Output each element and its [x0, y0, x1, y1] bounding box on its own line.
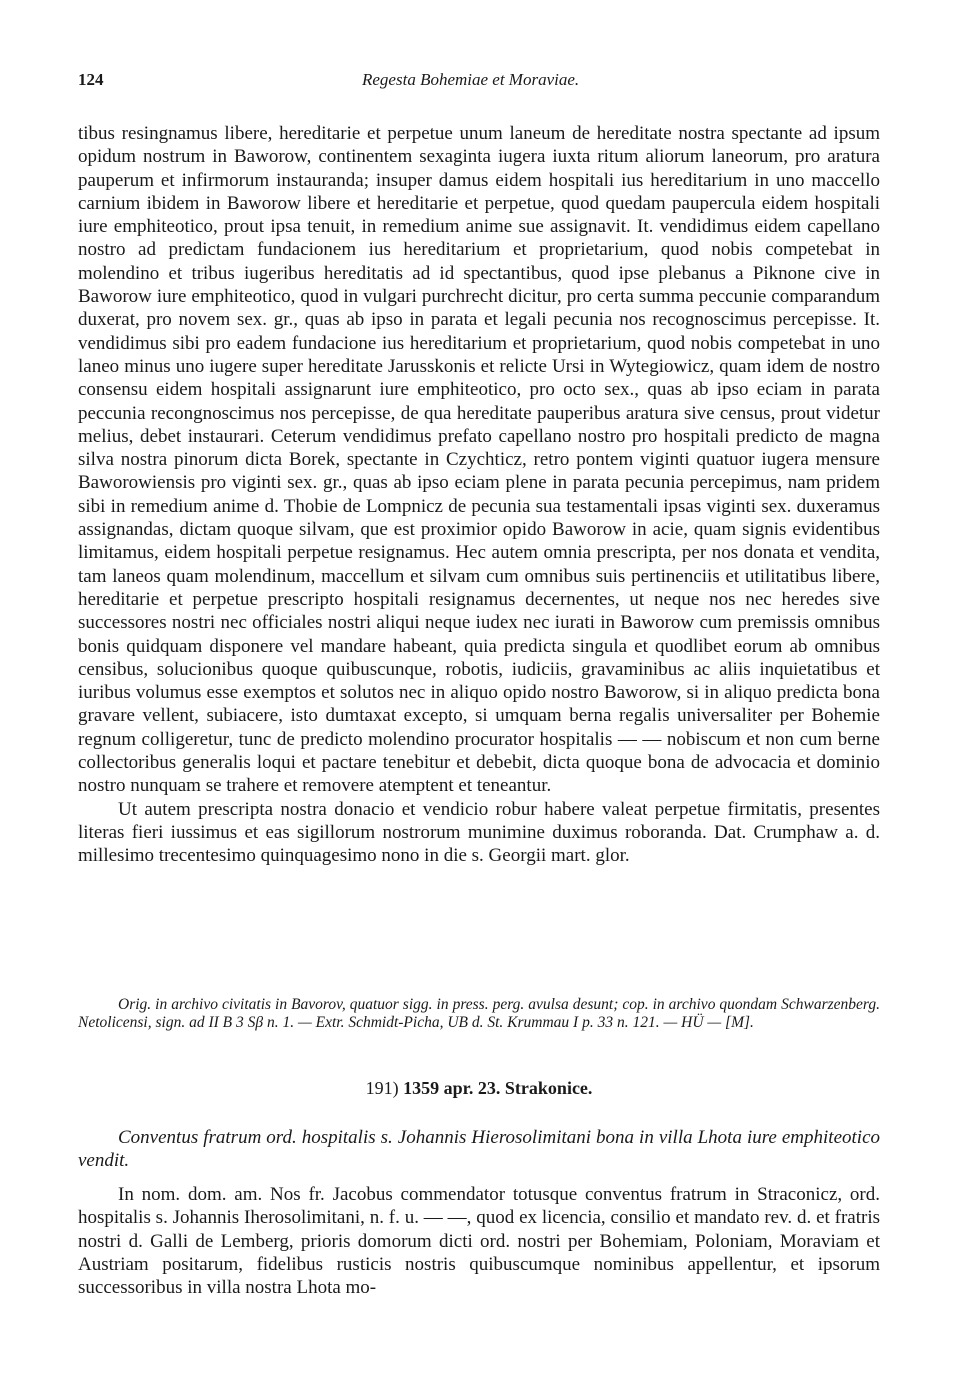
page-number: 124: [78, 70, 104, 89]
document-number: 191): [365, 1078, 399, 1098]
document-regest: Conventus fratrum ord. hospitalis s. Johannis Hierosolimitani bona in villa Lhota iure emphiteotico vendit.: [78, 1127, 880, 1172]
document-place: Strakonice.: [504, 1078, 593, 1098]
archival-notes: Orig. in archivo civitatis in Bavorov, quatuor sigg. in press. perg. avulsa desunt; cop. in archivo quondam Schwarzenberg. Netolicensi, sign. ad II B 3 Sβ n. 1. — Extr. Schmidt-Picha, UB d. St. Krummau I p. 33 n. 121. — HÜ — [M].: [78, 996, 880, 1031]
document-heading: [78, 1078, 880, 1099]
document-text: In nom. dom. am. Nos fr. Jacobus commendator totusque conventus fratrum in Straconicz, ord. hospitalis s. Johannis Iherosolimitani, n. f. u. — —, quod ex licencia, consilio et mandato rev. d. et fratris nostri d. Galli de Lemberg, prioris domorum dicti ord. nostri per Bohemiam, Poloniam, Moraviam et Austriam positarum, fidelibus rusticis nostris quibuscumque nominibus appellentur, et ipsorum successoribus in villa nostra Lhota mo-: [78, 1184, 880, 1299]
journal-title: Regesta Bohemiae et Moraviae.: [362, 70, 580, 89]
charter-paragraph-2: Ut autem prescripta nostra donacio et vendicio robur habere valeat perpetue firmitatis, presentes literas fieri iussimus et eas sigillorum nostrorum munimine duximus roboranda. Dat. Crumphaw a. d. millesimo trecentesimo quinquagesimo nono in die s. Georgii mart. glor.: [78, 798, 880, 867]
running-head: [78, 70, 880, 94]
document-date: 1359 apr. 23.: [403, 1078, 501, 1098]
charter-paragraph-1: tibus resingnamus libere, hereditarie et perpetue unum laneum de hereditate nostra spectante ad ipsum opidum nostrum in Baworow, continentem sexaginta iugera iuxta ritum aliorum laneorum, pro aratura pauperum et infirmorum instauranda; insuper damus eidem hospitali ius hereditarium in uno maccello carnium ibidem in Baworow libere et hereditarie et perpetue, quod quedam paupercula eidem hospitali iure emphiteotico, prout ipsa tenuit, in remedium anime sue assignavit. It. vendidimus eidem capellano nostro ad predictam fundacionem ius hereditarium et proprietarium, quod nobis competebat in molendino et tribus iugeribus hereditatis ad id spectantibus, quod ipse plebanus a Piknone cive in Baworow iure emphiteotico, quod in vulgari purchrecht dicitur, pro certa summa peccunie comparandum duxerat, pro novem sex. gr., quas ab ipso in parata et legali pecunia nos recognoscimus percepisse. It. vendidimus sibi pro eadem fundacione ius hereditarium et proprietarium, quod nobis competebat in uno laneo minus uno iugere super hereditate Jarusskonis et relicte Ursi in Wytegiowicz, quam idem de nostro consensu eidem hospitali assignarunt iure emphiteotico, pro octo sex., quas ab ipso eciam in parata peccunia recongnoscimus nos percepisse, de qua hereditate pauperibus aratura sive census, prout videtur melius, debet instaurari. Ceterum vendidimus prefato capellano nostro pro hospitali predicto de magna silva nostra pinorum dicta Borek, spectante in Czychticz, retro pontem viginti quatuor iugera mensure Baworowiensis pro viginti sex. gr., quas ab ipso eciam plene in parata pecunia percepimus, nam pridem sibi in remedium anime d. Thobie de Lompnicz de pecunia sua testamentali ipsas viginti sex. duxeramus assignandas, dictam quoque silvam, que est proximior opido Baworow in acie, quam signis evidentibus limitamus, eidem hospitali perpetue resignamus. Hec autem omnia prescripta, per nos donata et vendita, tam laneos quam molendinum, maccellum et silvam cum omnibus suis pertinenciis et utilitatibus libere, hereditarie et perpetue prescripto hospitali resignamus decernentes, ut neque nos nec heredes sive successores nostri nec officiales nostri aliqui neque iudex nec iurati in Baworow cum premissis omnibus bonis quidquam disponere vel mandare habeant, quia predicta singula et quodlibet eorum ab omnibus censibus, solucionibus quoque quibuscunque, robotis, iudiciis, gravaminibus ac aliis inquietatibus et iuribus volumus esse exemptos et solutos nec in aliquo opido nostro Baworow, si in aliquo predicta bona gravare vellent, subiacere, isto dumtaxat excepto, si umquam berna regalis universaliter per Bohemie regnum colligeretur, tunc de predicto molendino procurator hospitalis — — nobiscum et non cum berne collectoribus generalis loqui et pactare tenebitur et debebit, dicta quoque bona de advocacia et dominio nostro nunquam se trahere et removere atemptent et teneantur.: [78, 123, 880, 797]
charter-text: [78, 122, 880, 868]
